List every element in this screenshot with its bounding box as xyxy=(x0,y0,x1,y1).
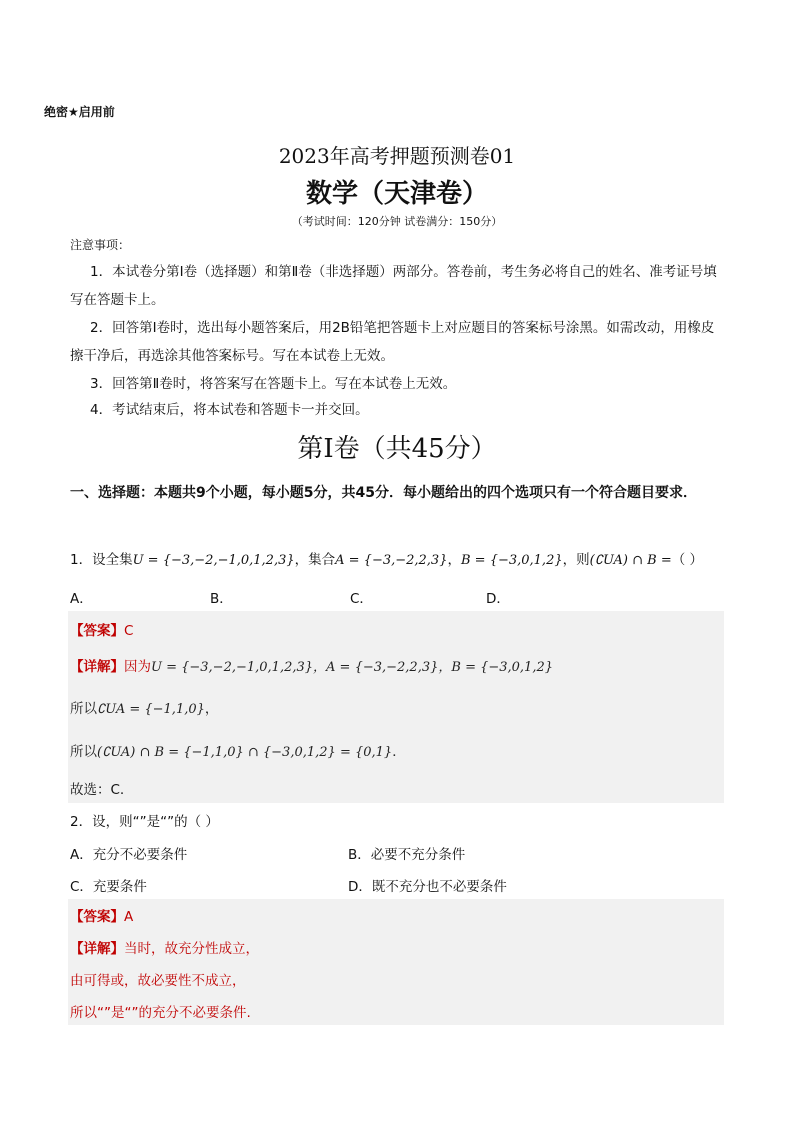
option-c: C． xyxy=(350,591,373,607)
conclusion-line: 故选：C. xyxy=(70,782,125,798)
answer-line: 【答案】A xyxy=(70,909,134,925)
notice-heading: 注意事项： xyxy=(70,238,131,252)
option-b: B．必要不充分条件 xyxy=(348,847,466,863)
exam-title: 2023年高考押题预测卷01 xyxy=(278,144,516,168)
detail-line: 所以∁UA = {−1,1,0}， xyxy=(70,701,219,717)
detail-line: 所以“”是“”的充分不必要条件. xyxy=(70,1005,251,1021)
notice-item: 3．回答第Ⅱ卷时，将答案写在答题卡上。写在本试卷上无效。 xyxy=(90,376,457,392)
option-c: C．充要条件 xyxy=(70,879,147,895)
mc-instruction: 一、选择题：本题共9个小题，每小题5分，共45分．每小题给出的四个选项只有一个符合题目要求． xyxy=(70,485,697,501)
detail-line: 所以(∁UA) ∩ B = {−1,1,0} ∩ {−3,0,1,2} = {0,1}． xyxy=(70,744,406,760)
option-d: D． xyxy=(486,591,510,607)
detail-line: 由可得或，故必要性不成立， xyxy=(70,973,246,989)
confidential-label: 绝密★启用前 xyxy=(44,105,115,119)
question-2-stem: 2．设，则“”是“”的（ ） xyxy=(70,814,219,830)
set-expression: (∁UA) ∩ B = xyxy=(589,553,672,568)
option-d: D．既不充分也不必要条件 xyxy=(348,879,507,895)
notice-item: 4．考试结束后，将本试卷和答题卡一并交回。 xyxy=(90,402,369,418)
notice-item: 2．回答第Ⅰ卷时，选出每小题答案后，用2B铅笔把答题卡上对应题目的答案标号涂黑。如需改动，用橡皮擦干净后，再选涂其他答案标号。写在本试卷上无效。 xyxy=(70,320,715,364)
set-u: U = {−3,−2,−1,0,1,2,3} xyxy=(132,553,295,568)
set-a: A = {−3,−2,2,3} xyxy=(335,553,448,568)
option-a: A． xyxy=(70,591,93,607)
set-b: B = {−3,0,1,2} xyxy=(460,553,563,568)
subject-title: 数学（天津卷） xyxy=(305,179,488,209)
detail-line: 【详解】因为U = {−3,−2,−1,0,1,2,3}，A = {−3,−2,2,3}，B = {−3,0,1,2} xyxy=(70,659,554,675)
notice-item: 1．本试卷分第Ⅰ卷（选择题）和第Ⅱ卷（非选择题）两部分。答卷前，考生务必将自己的姓名、准考证号填写在答题卡上。 xyxy=(70,264,717,308)
option-b: B． xyxy=(210,591,233,607)
exam-info: （考试时间：120分钟 试卷满分：150分） xyxy=(291,215,503,228)
section-title: 第Ⅰ卷（共45分） xyxy=(297,434,497,464)
answer-value: C xyxy=(124,623,134,639)
question-1-stem: 1．设全集U = {−3,−2,−1,0,1,2,3}，集合A = {−3,−2,2,3}，B = {−3,0,1,2}，则(∁UA) ∩ B =（ ） xyxy=(70,552,704,568)
answer-line: 【答案】C xyxy=(70,623,134,639)
answer-value: A xyxy=(124,909,134,925)
option-a: A．充分不必要条件 xyxy=(70,847,188,863)
detail-line: 【详解】当时，故充分性成立， xyxy=(70,941,259,957)
